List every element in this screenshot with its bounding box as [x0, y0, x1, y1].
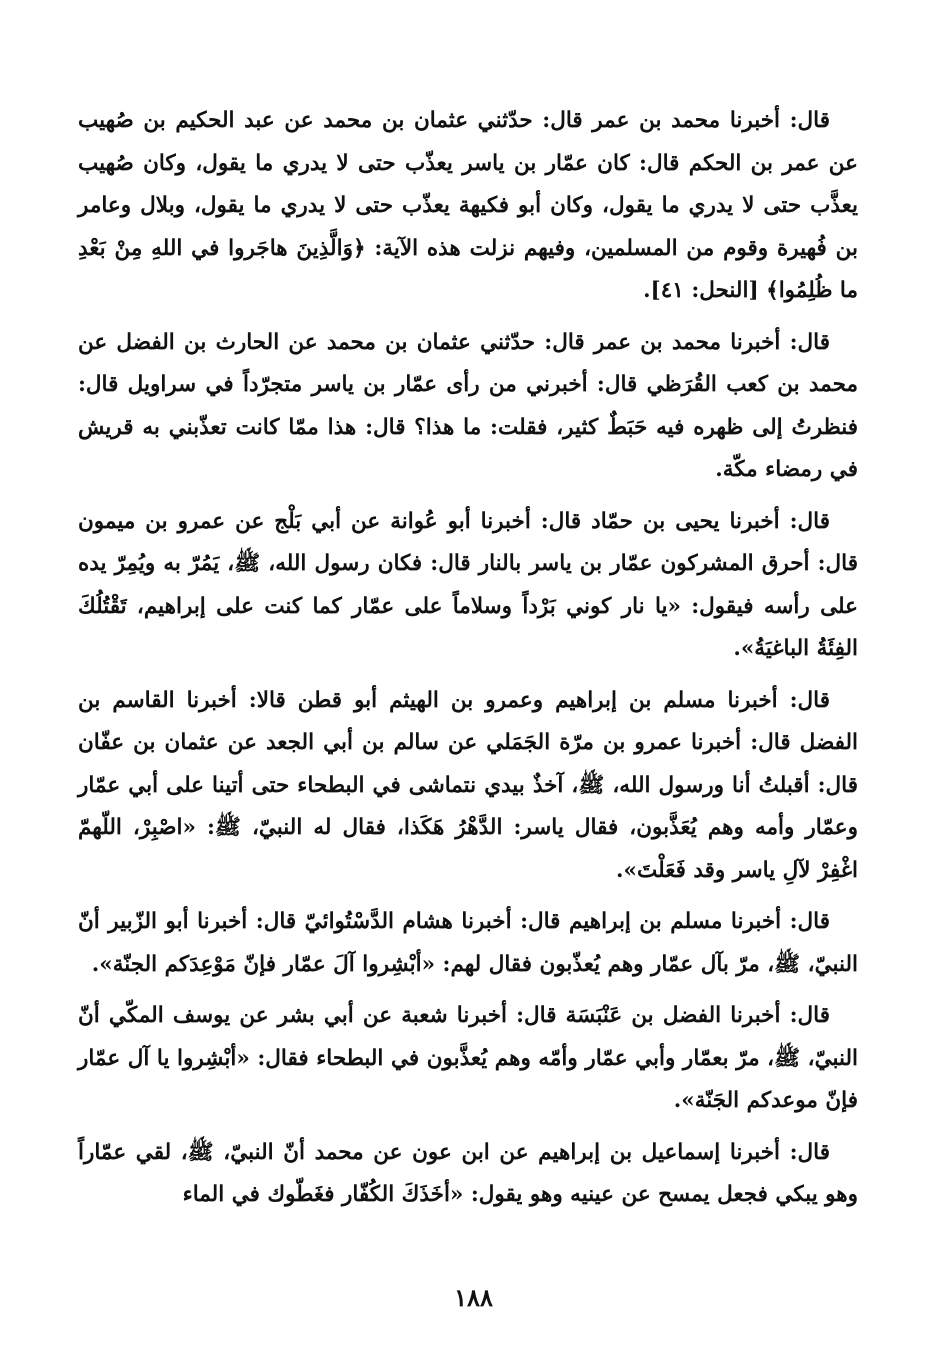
- paragraph-2: قال: أخبرنا محمد بن عمر قال: حدّثني عثمان بن محمد عن الحارث بن الفضل عن محمد بن كعب القُرَظي قال: أخبرني من رأى عمّار بن ياسر متجرّداً في سراويل قال: فنظرتُ إلى ظهره فيه حَبَطٌ كثير، فقلت: ما هذا؟ قال: هذا ممّا كانت تعذّبني به قريش في رمضاء مكّة.: [78, 329, 858, 482]
- paragraph-5: قال: أخبرنا مسلم بن إبراهيم قال: أخبرنا هشام الدَّسْتُوائيّ قال: أخبرنا أبو الزّبير أنّ النبيّ، ﷺ، مرّ بآل عمّار وهم يُعذّبون فقال لهم: «أبْشِروا آلَ عمّار فإنّ مَوْعِدَكم الجنّة».: [78, 909, 858, 977]
- paragraph-6: قال: أخبرنا الفضل بن عَنْبَسَة قال: أخبرنا شعبة عن أبي بشر عن يوسف المكّي أنّ النبيّ، ﷺ، مرّ بعمّار وأبي عمّار وأمّه وهم يُعذَّبون في البطحاء فقال: «أبْشِروا يا آل عمّار فإنّ موعدكم الجَنّة».: [78, 1003, 858, 1113]
- page-number: ١٨٨: [454, 1283, 493, 1312]
- paragraph-7: قال: أخبرنا إسماعيل بن إبراهيم عن ابن عون عن محمد أنّ النبيّ، ﷺ، لقي عمّاراً وهو يبكي فجعل يمسح عن عينيه وهو يقول: «أخَذَكَ الكُفّار فغَطّوك في الماء: [78, 1139, 858, 1207]
- paragraph-1: قال: أخبرنا محمد بن عمر قال: حدّثني عثمان بن محمد عن عبد الحكيم بن صُهيب عن عمر بن الحكم قال: كان عمّار بن ياسر يعذّب حتى لا يدري ما يقول، وكان صُهيب يعذَّب حتى لا يدري ما يقول، وكان أبو فكيهة يعذّب حتى لا يدري ما يقول، وبلال وعامر بن فُهيرة وقوم من المسلمين، وفيهم نزلت هذه الآية: ﴿وَالَّذِينَ هاجَروا في اللهِ مِنْ بَعْدِ ما ظُلِمُوا﴾ [النحل: ٤١].: [78, 108, 858, 303]
- paragraph-4: قال: أخبرنا مسلم بن إبراهيم وعمرو بن الهيثم أبو قطن قالا: أخبرنا القاسم بن الفضل قال: أخبرنا عمرو بن مرّة الجَمَلي عن سالم بن أبي الجعد عن عثمان بن عفّان قال: أقبلتُ أنا ورسول الله، ﷺ، آخذٌ بيدي نتماشى في البطحاء حتى أتينا على أبي عمّار وعمّار وأمه وهم يُعَذَّبون، فقال ياسر: الدَّهْرُ هَكَذا، فقال له النبيّ، ﷺ: «اصْبِرْ، اللّهمّ اغْفِرْ لآلِ ياسر وقد فَعَلْتَ».: [78, 687, 858, 883]
- page-body: [78, 100, 858, 1300]
- paragraph-3: قال: أخبرنا يحيى بن حمّاد قال: أخبرنا أبو عُوانة عن أبي بَلْج عن عمرو بن ميمون قال: أحرق المشركون عمّار بن ياسر بالنار قال: فكان رسول الله، ﷺ، يَمُرّ به ويُمِرّ يده على رأسه فيقول: «يا نار كوني بَرْداً وسلاماً على عمّار كما كنت على إبراهيم، تَقْتُلُكَ الفِئَةُ الباغيَةُ».: [78, 508, 858, 661]
